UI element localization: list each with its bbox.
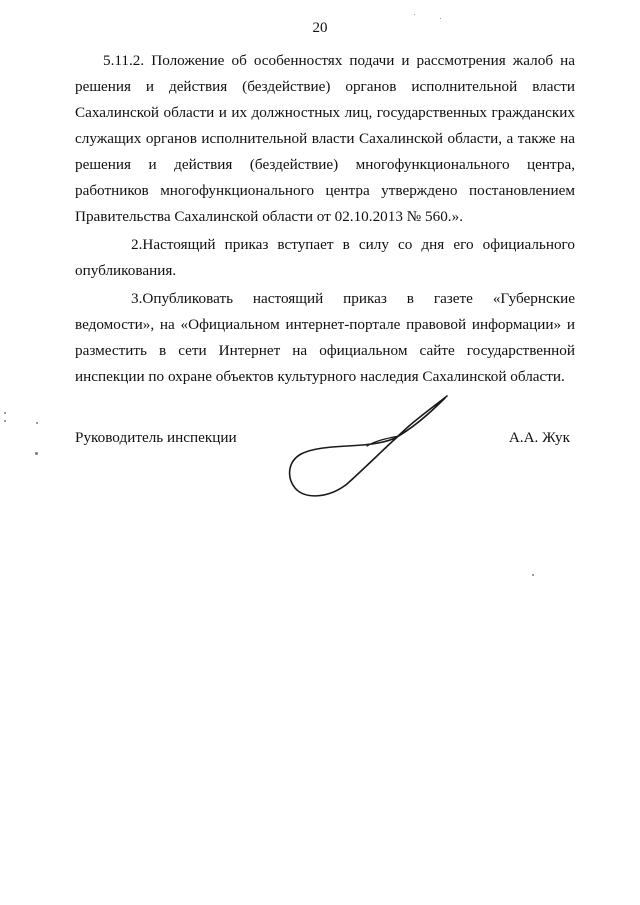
signer-name: А.А. Жук <box>508 429 570 446</box>
paragraph-text: 5.11.2. Положение об особенностях подачи и рассмотрения жалоб на решения и действия (бездействие) органов исполнительной власти Сахалинской области и их должностных лиц, государственных гражданских служащих органов исполнительной власти Сахалинской области, а также на решения и действия (бездействие) многофункционального центра, работников многофункционального центра утверждено постановлением Правительства Сахалинской области от 02.10.2013 № 560.». <box>75 52 575 225</box>
paragraph-text: Опубликовать настоящий приказ в газете «Губернские ведомости», на «Официальном интернет-портале правовой информации» и разместить в сети Интернет на официальном сайте государственной инспекции по охране объектов культурного наследия Сахалинской области. <box>75 290 575 385</box>
paragraph-number: 2. <box>131 236 143 253</box>
scan-speck <box>414 14 415 15</box>
paragraph-3 <box>75 286 575 390</box>
scan-speck <box>35 452 38 455</box>
paragraph-2 <box>75 232 575 284</box>
scan-speck <box>440 18 441 19</box>
scan-speck <box>36 422 38 424</box>
paragraph-5-11-2 <box>75 48 575 230</box>
paragraph-text: Настоящий приказ вступает в силу со дня его официального опубликования. <box>75 236 575 279</box>
document-body <box>75 48 575 392</box>
scan-speck <box>4 412 6 414</box>
signer-position: Руководитель инспекции <box>75 429 237 446</box>
page-number: 20 <box>312 20 328 36</box>
handwritten-signature <box>285 392 460 517</box>
paragraph-number: 3. <box>131 290 143 307</box>
scan-speck <box>4 420 6 422</box>
scan-speck <box>532 574 534 576</box>
